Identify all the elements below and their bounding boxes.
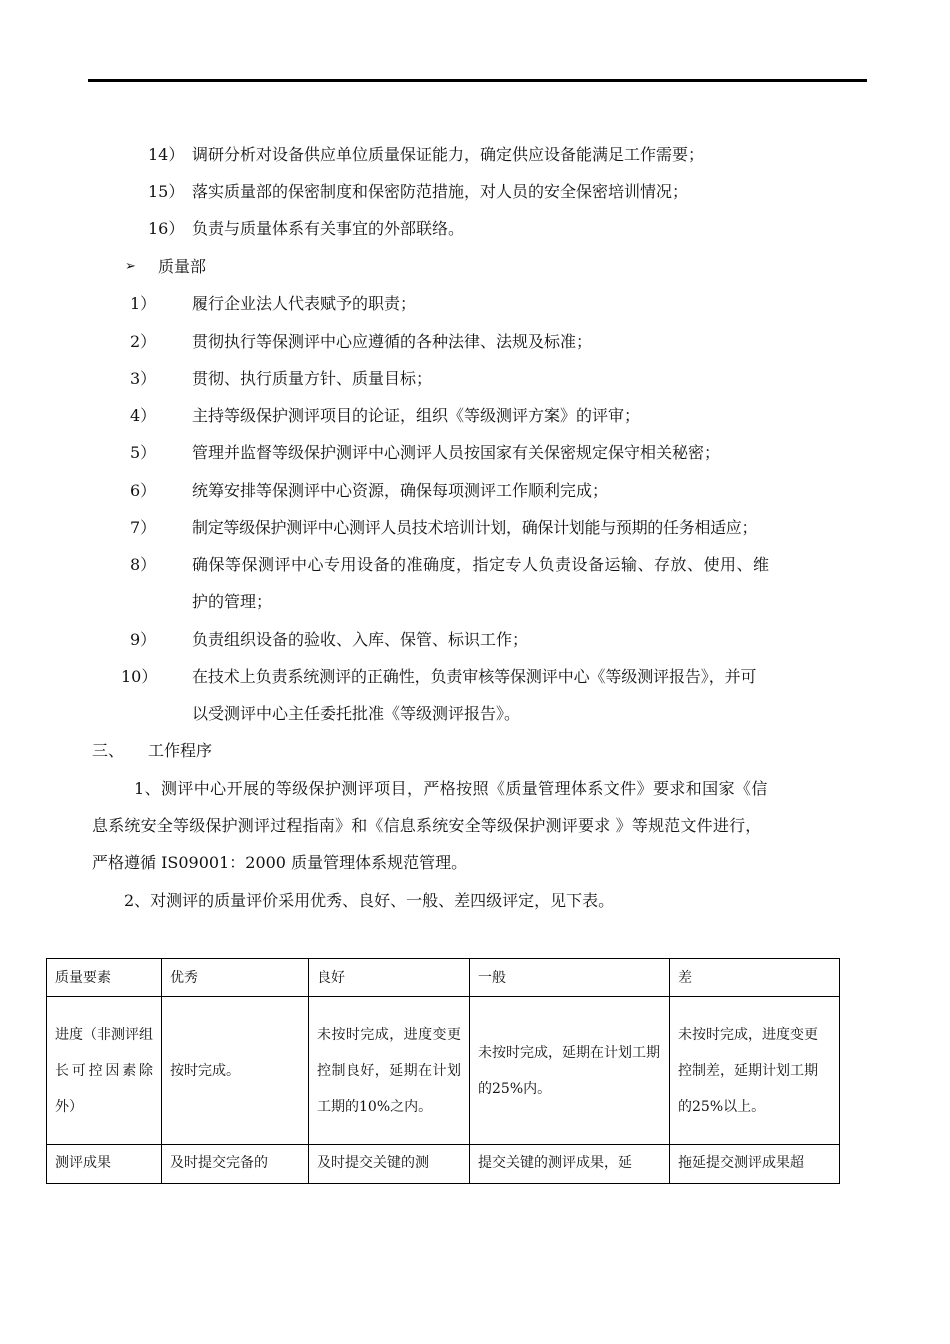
item-number: 7） <box>130 518 157 537</box>
item-number: 9） <box>130 630 157 649</box>
table-cell: 及时提交关键的测 <box>309 1145 470 1184</box>
paragraph-line: 息系统安全等级保护测评过程指南》和《信息系统安全等级保护测评要求 》等规范文件进行， <box>92 816 762 835</box>
table-header-row <box>47 959 840 997</box>
item-text: 贯彻、执行质量方针、质量目标； <box>192 369 433 388</box>
table-header-cell: 良好 <box>309 959 470 997</box>
quality-rating-table <box>46 958 840 1184</box>
table-cell: 未按时完成，进度变更控制良好，延期在计划工期的10%之内。 <box>309 997 470 1145</box>
table-cell: 未按时完成，延期在计划工期的25%内。 <box>470 997 670 1145</box>
item-number: 4） <box>130 406 157 425</box>
item-number: 6） <box>130 481 157 500</box>
table-cell: 进度（非测评组长可控因素除外） <box>47 997 162 1145</box>
item-text: 确保等保测评中心专用设备的准确度，指定专人负责设备运输、存放、使用、维 <box>192 555 770 574</box>
table-header-cell: 差 <box>670 959 840 997</box>
header-rule <box>88 79 867 82</box>
heading-title: 工作程序 <box>148 741 213 760</box>
item-text: 统筹安排等保测评中心资源，确保每项测评工作顺利完成； <box>192 481 609 500</box>
item-text: 在技术上负责系统测评的正确性，负责审核等保测评中心《等级测评报告》，并可 <box>192 667 757 686</box>
paragraph-line: 2、对测评的质量评价采用优秀、良好、一般、差四级评定，见下表。 <box>124 891 615 910</box>
table-cell: 拖延提交测评成果超 <box>670 1145 840 1184</box>
item-text: 调研分析对设备供应单位质量保证能力，确定供应设备能满足工作需要； <box>192 145 705 164</box>
table-cell: 未按时完成，进度变更控制差，延期计划工期的25%以上。 <box>670 997 840 1145</box>
section-title: 质量部 <box>158 257 207 276</box>
item-number: 14） <box>148 145 185 164</box>
paragraph-line: 1、测评中心开展的等级保护测评项目，严格按照《质量管理体系文件》要求和国家《信 <box>134 779 768 798</box>
table-cell: 提交关键的测评成果，延 <box>470 1145 670 1184</box>
paragraph-line: 严格遵循 IS09001：2000 质量管理体系规范管理。 <box>92 853 468 872</box>
item-text: 落实质量部的保密制度和保密防范措施，对人员的安全保密培训情况； <box>192 182 689 201</box>
item-text-continued: 以受测评中心主任委托批准《等级测评报告》。 <box>192 704 521 723</box>
item-text: 主持等级保护测评项目的论证，组织《等级测评方案》的评审； <box>192 406 641 425</box>
table-row <box>47 997 840 1145</box>
item-text: 负责与质量体系有关事宜的外部联络。 <box>192 219 465 238</box>
item-number: 2） <box>130 332 157 351</box>
arrow-bullet-icon: ➢ <box>125 259 136 274</box>
table-cell: 测评成果 <box>47 1145 162 1184</box>
item-text: 管理并监督等级保护测评中心测评人员按国家有关保密规定保守相关秘密； <box>192 443 721 462</box>
item-number: 8） <box>130 555 157 574</box>
item-number: 5） <box>130 443 157 462</box>
table-header-cell: 优秀 <box>162 959 309 997</box>
item-number: 10） <box>121 667 158 686</box>
table-cell: 及时提交完备的 <box>162 1145 309 1184</box>
table-row <box>47 1145 840 1184</box>
table-header-cell: 一般 <box>470 959 670 997</box>
table-header-cell: 质量要素 <box>47 959 162 997</box>
item-number: 3） <box>130 369 157 388</box>
item-text: 贯彻执行等保测评中心应遵循的各种法律、法规及标准； <box>192 332 593 351</box>
item-number: 1） <box>130 294 157 313</box>
item-text-continued: 护的管理； <box>192 592 273 611</box>
item-number: 16） <box>148 219 185 238</box>
item-text: 制定等级保护测评中心测评人员技术培训计划，确保计划能与预期的任务相适应； <box>192 518 758 537</box>
item-number: 15） <box>148 182 185 201</box>
table-cell: 按时完成。 <box>162 997 309 1145</box>
item-text: 负责组织设备的验收、入库、保管、标识工作； <box>192 630 529 649</box>
heading-number: 三、 <box>92 741 125 760</box>
item-text: 履行企业法人代表赋予的职责； <box>192 294 417 313</box>
